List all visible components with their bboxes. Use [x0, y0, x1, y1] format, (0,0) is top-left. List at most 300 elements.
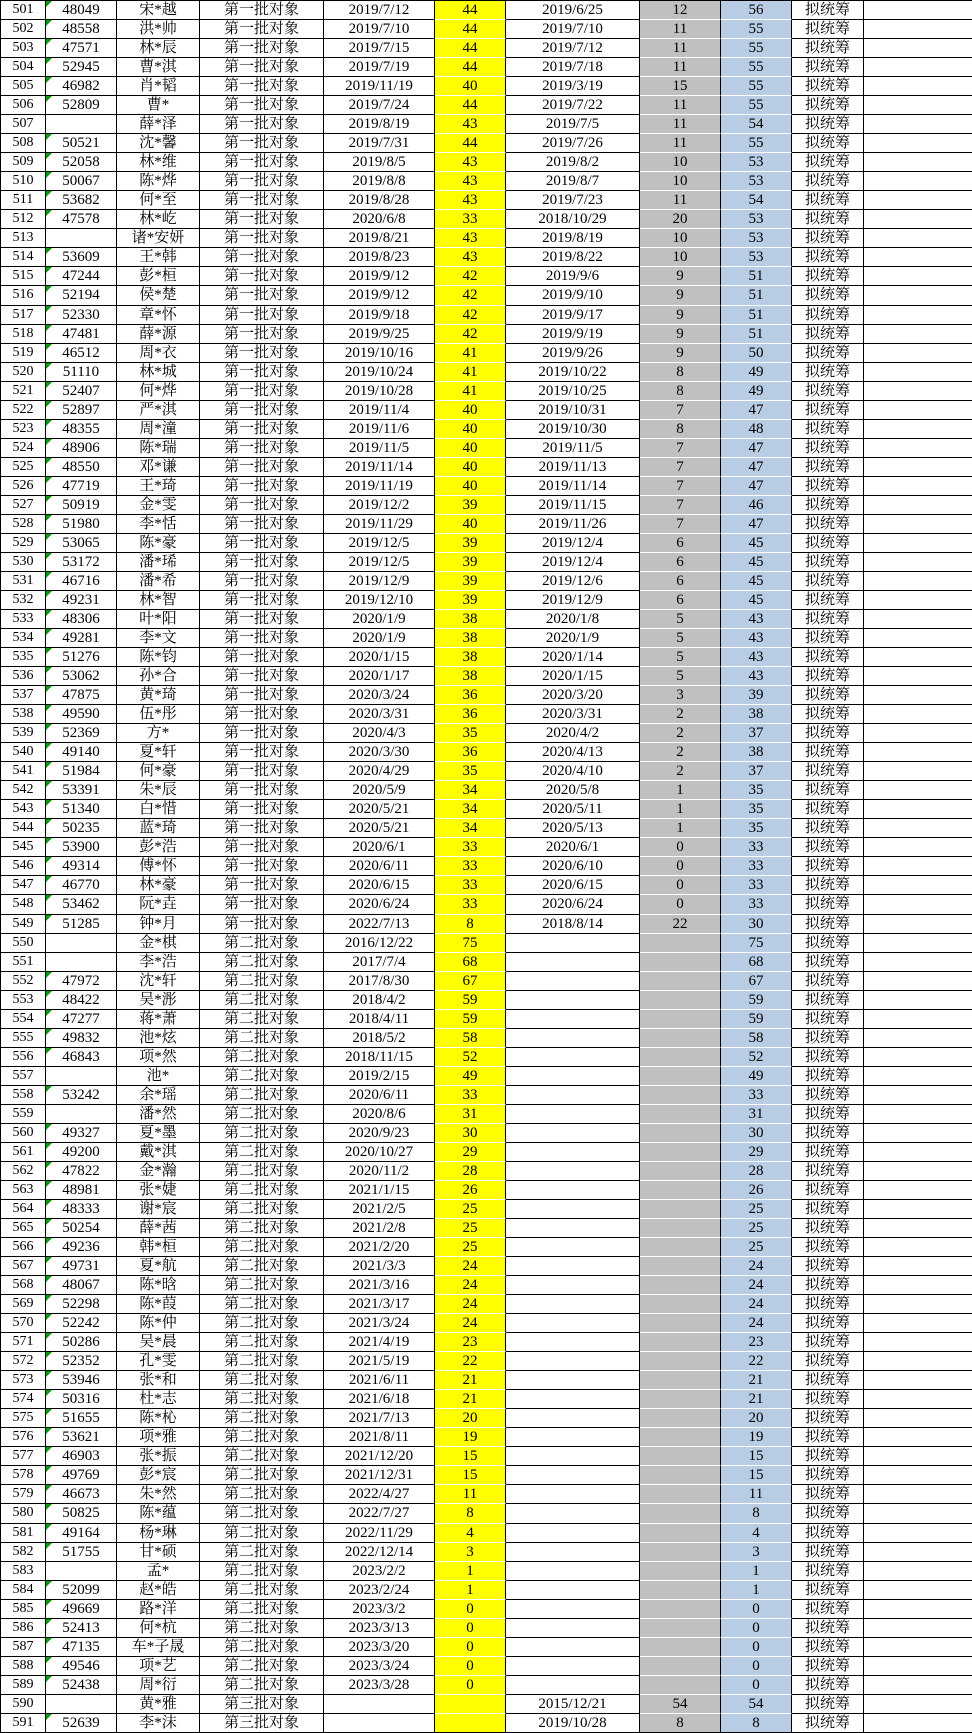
cell-blank[interactable]: [864, 1714, 972, 1733]
cell-total-blue[interactable]: [721, 210, 792, 229]
cell-second-date[interactable]: [506, 1181, 640, 1200]
cell-total-blue[interactable]: [721, 1562, 792, 1581]
cell-second-date[interactable]: [506, 1124, 640, 1143]
cell-status[interactable]: [792, 477, 864, 496]
cell-batch[interactable]: [200, 1257, 324, 1276]
cell-enroll-date[interactable]: [324, 172, 435, 191]
cell-name[interactable]: [117, 1485, 200, 1504]
cell-score-yellow[interactable]: [435, 115, 506, 134]
cell-id[interactable]: [46, 1409, 117, 1428]
cell-blank[interactable]: [864, 496, 972, 515]
cell-score-yellow[interactable]: [435, 1181, 506, 1200]
cell-row-number[interactable]: [1, 1352, 46, 1371]
cell-total-blue[interactable]: [721, 1409, 792, 1428]
cell-batch[interactable]: [200, 1409, 324, 1428]
cell-batch[interactable]: [200, 1676, 324, 1695]
cell-batch[interactable]: [200, 439, 324, 458]
cell-blank[interactable]: [864, 1676, 972, 1695]
cell-score-yellow[interactable]: [435, 1067, 506, 1086]
cell-score-gray[interactable]: [640, 1010, 721, 1029]
cell-blank[interactable]: [864, 1371, 972, 1390]
cell-name[interactable]: [117, 248, 200, 267]
cell-id[interactable]: [46, 1219, 117, 1238]
cell-name[interactable]: [117, 876, 200, 895]
cell-score-gray[interactable]: [640, 648, 721, 667]
cell-enroll-date[interactable]: [324, 1314, 435, 1333]
cell-enroll-date[interactable]: [324, 819, 435, 838]
cell-second-date[interactable]: [506, 1219, 640, 1238]
cell-enroll-date[interactable]: [324, 1504, 435, 1523]
cell-total-blue[interactable]: [721, 1124, 792, 1143]
cell-enroll-date[interactable]: [324, 1581, 435, 1600]
cell-second-date[interactable]: [506, 1600, 640, 1619]
cell-id[interactable]: [46, 1428, 117, 1447]
cell-enroll-date[interactable]: [324, 1466, 435, 1485]
cell-enroll-date[interactable]: [324, 762, 435, 781]
cell-total-blue[interactable]: [721, 58, 792, 77]
cell-row-number[interactable]: [1, 77, 46, 96]
cell-status[interactable]: [792, 439, 864, 458]
cell-enroll-date[interactable]: [324, 972, 435, 991]
cell-score-gray[interactable]: [640, 1200, 721, 1219]
cell-score-yellow[interactable]: [435, 1, 506, 20]
cell-id[interactable]: [46, 1067, 117, 1086]
cell-id[interactable]: [46, 1695, 117, 1714]
cell-status[interactable]: [792, 1105, 864, 1124]
cell-enroll-date[interactable]: [324, 1714, 435, 1733]
cell-status[interactable]: [792, 1162, 864, 1181]
cell-status[interactable]: [792, 382, 864, 401]
cell-id[interactable]: [46, 210, 117, 229]
cell-score-gray[interactable]: [640, 895, 721, 914]
cell-row-number[interactable]: [1, 1466, 46, 1485]
cell-second-date[interactable]: [506, 210, 640, 229]
cell-total-blue[interactable]: [721, 1543, 792, 1562]
cell-enroll-date[interactable]: [324, 991, 435, 1010]
cell-name[interactable]: [117, 1409, 200, 1428]
cell-enroll-date[interactable]: [324, 1143, 435, 1162]
cell-score-gray[interactable]: [640, 972, 721, 991]
cell-enroll-date[interactable]: [324, 153, 435, 172]
cell-id[interactable]: [46, 648, 117, 667]
cell-batch[interactable]: [200, 134, 324, 153]
cell-score-yellow[interactable]: [435, 934, 506, 953]
cell-status[interactable]: [792, 496, 864, 515]
cell-enroll-date[interactable]: [324, 363, 435, 382]
cell-row-number[interactable]: [1, 1048, 46, 1067]
cell-name[interactable]: [117, 610, 200, 629]
cell-score-yellow[interactable]: [435, 1447, 506, 1466]
cell-status[interactable]: [792, 953, 864, 972]
cell-id[interactable]: [46, 1600, 117, 1619]
cell-batch[interactable]: [200, 96, 324, 115]
cell-total-blue[interactable]: [721, 1485, 792, 1504]
cell-score-yellow[interactable]: [435, 1371, 506, 1390]
cell-enroll-date[interactable]: [324, 705, 435, 724]
cell-score-gray[interactable]: [640, 153, 721, 172]
cell-id[interactable]: [46, 382, 117, 401]
cell-total-blue[interactable]: [721, 1466, 792, 1485]
cell-score-yellow[interactable]: [435, 1695, 506, 1714]
cell-enroll-date[interactable]: [324, 420, 435, 439]
cell-blank[interactable]: [864, 1200, 972, 1219]
cell-batch[interactable]: [200, 1048, 324, 1067]
cell-score-yellow[interactable]: [435, 838, 506, 857]
cell-batch[interactable]: [200, 1162, 324, 1181]
cell-status[interactable]: [792, 20, 864, 39]
cell-blank[interactable]: [864, 1485, 972, 1504]
cell-second-date[interactable]: [506, 1295, 640, 1314]
cell-second-date[interactable]: [506, 781, 640, 800]
cell-name[interactable]: [117, 20, 200, 39]
cell-status[interactable]: [792, 629, 864, 648]
cell-second-date[interactable]: [506, 1162, 640, 1181]
cell-score-gray[interactable]: [640, 1352, 721, 1371]
cell-total-blue[interactable]: [721, 610, 792, 629]
cell-name[interactable]: [117, 325, 200, 344]
cell-row-number[interactable]: [1, 172, 46, 191]
cell-total-blue[interactable]: [721, 39, 792, 58]
cell-blank[interactable]: [864, 515, 972, 534]
cell-id[interactable]: [46, 1124, 117, 1143]
cell-row-number[interactable]: [1, 1257, 46, 1276]
cell-second-date[interactable]: [506, 1638, 640, 1657]
cell-name[interactable]: [117, 934, 200, 953]
cell-second-date[interactable]: [506, 1390, 640, 1409]
cell-enroll-date[interactable]: [324, 1238, 435, 1257]
cell-enroll-date[interactable]: [324, 248, 435, 267]
cell-score-gray[interactable]: [640, 1257, 721, 1276]
cell-name[interactable]: [117, 1619, 200, 1638]
cell-status[interactable]: [792, 1314, 864, 1333]
cell-total-blue[interactable]: [721, 306, 792, 325]
cell-total-blue[interactable]: [721, 705, 792, 724]
cell-blank[interactable]: [864, 325, 972, 344]
cell-id[interactable]: [46, 953, 117, 972]
cell-batch[interactable]: [200, 781, 324, 800]
cell-name[interactable]: [117, 344, 200, 363]
cell-score-yellow[interactable]: [435, 153, 506, 172]
cell-name[interactable]: [117, 991, 200, 1010]
cell-second-date[interactable]: [506, 1543, 640, 1562]
cell-score-gray[interactable]: [640, 401, 721, 420]
cell-score-gray[interactable]: [640, 306, 721, 325]
cell-second-date[interactable]: [506, 1485, 640, 1504]
cell-enroll-date[interactable]: [324, 876, 435, 895]
cell-total-blue[interactable]: [721, 1, 792, 20]
cell-second-date[interactable]: [506, 819, 640, 838]
cell-enroll-date[interactable]: [324, 534, 435, 553]
cell-enroll-date[interactable]: [324, 1124, 435, 1143]
cell-total-blue[interactable]: [721, 401, 792, 420]
cell-score-gray[interactable]: [640, 134, 721, 153]
cell-id[interactable]: [46, 477, 117, 496]
cell-name[interactable]: [117, 1428, 200, 1447]
cell-score-gray[interactable]: [640, 1048, 721, 1067]
cell-score-gray[interactable]: [640, 667, 721, 686]
cell-second-date[interactable]: [506, 762, 640, 781]
cell-total-blue[interactable]: [721, 248, 792, 267]
cell-name[interactable]: [117, 420, 200, 439]
cell-id[interactable]: [46, 172, 117, 191]
cell-batch[interactable]: [200, 1638, 324, 1657]
cell-score-yellow[interactable]: [435, 724, 506, 743]
cell-status[interactable]: [792, 286, 864, 305]
cell-batch[interactable]: [200, 191, 324, 210]
cell-total-blue[interactable]: [721, 1200, 792, 1219]
cell-enroll-date[interactable]: [324, 325, 435, 344]
cell-batch[interactable]: [200, 762, 324, 781]
cell-batch[interactable]: [200, 972, 324, 991]
cell-row-number[interactable]: [1, 1029, 46, 1048]
cell-row-number[interactable]: [1, 915, 46, 934]
cell-score-yellow[interactable]: [435, 743, 506, 762]
cell-blank[interactable]: [864, 439, 972, 458]
cell-row-number[interactable]: [1, 191, 46, 210]
cell-blank[interactable]: [864, 286, 972, 305]
cell-status[interactable]: [792, 972, 864, 991]
cell-score-gray[interactable]: [640, 800, 721, 819]
cell-second-date[interactable]: [506, 857, 640, 876]
cell-score-gray[interactable]: [640, 1714, 721, 1733]
cell-batch[interactable]: [200, 1238, 324, 1257]
cell-id[interactable]: [46, 800, 117, 819]
cell-score-gray[interactable]: [640, 382, 721, 401]
cell-score-gray[interactable]: [640, 724, 721, 743]
cell-status[interactable]: [792, 1428, 864, 1447]
cell-row-number[interactable]: [1, 1695, 46, 1714]
cell-second-date[interactable]: [506, 1048, 640, 1067]
cell-name[interactable]: [117, 1067, 200, 1086]
cell-name[interactable]: [117, 572, 200, 591]
cell-blank[interactable]: [864, 724, 972, 743]
cell-enroll-date[interactable]: [324, 572, 435, 591]
cell-enroll-date[interactable]: [324, 1676, 435, 1695]
cell-name[interactable]: [117, 667, 200, 686]
cell-blank[interactable]: [864, 972, 972, 991]
cell-blank[interactable]: [864, 1543, 972, 1562]
cell-total-blue[interactable]: [721, 172, 792, 191]
cell-status[interactable]: [792, 229, 864, 248]
cell-score-yellow[interactable]: [435, 876, 506, 895]
cell-batch[interactable]: [200, 572, 324, 591]
cell-name[interactable]: [117, 77, 200, 96]
cell-status[interactable]: [792, 515, 864, 534]
cell-status[interactable]: [792, 1409, 864, 1428]
cell-score-yellow[interactable]: [435, 953, 506, 972]
cell-second-date[interactable]: [506, 248, 640, 267]
cell-id[interactable]: [46, 1200, 117, 1219]
cell-name[interactable]: [117, 648, 200, 667]
cell-row-number[interactable]: [1, 267, 46, 286]
cell-status[interactable]: [792, 991, 864, 1010]
cell-score-yellow[interactable]: [435, 382, 506, 401]
cell-total-blue[interactable]: [721, 1238, 792, 1257]
cell-id[interactable]: [46, 58, 117, 77]
cell-score-yellow[interactable]: [435, 610, 506, 629]
cell-row-number[interactable]: [1, 1200, 46, 1219]
cell-row-number[interactable]: [1, 20, 46, 39]
cell-id[interactable]: [46, 1086, 117, 1105]
cell-batch[interactable]: [200, 991, 324, 1010]
cell-total-blue[interactable]: [721, 1257, 792, 1276]
cell-total-blue[interactable]: [721, 477, 792, 496]
cell-blank[interactable]: [864, 39, 972, 58]
cell-score-gray[interactable]: [640, 953, 721, 972]
cell-row-number[interactable]: [1, 857, 46, 876]
cell-second-date[interactable]: [506, 115, 640, 134]
cell-id[interactable]: [46, 781, 117, 800]
cell-enroll-date[interactable]: [324, 1352, 435, 1371]
cell-second-date[interactable]: [506, 96, 640, 115]
cell-score-gray[interactable]: [640, 572, 721, 591]
cell-name[interactable]: [117, 1200, 200, 1219]
cell-score-yellow[interactable]: [435, 1105, 506, 1124]
cell-score-gray[interactable]: [640, 1371, 721, 1390]
cell-status[interactable]: [792, 1390, 864, 1409]
cell-batch[interactable]: [200, 515, 324, 534]
cell-row-number[interactable]: [1, 1010, 46, 1029]
cell-status[interactable]: [792, 1485, 864, 1504]
cell-name[interactable]: [117, 115, 200, 134]
cell-name[interactable]: [117, 1581, 200, 1600]
cell-score-gray[interactable]: [640, 857, 721, 876]
cell-batch[interactable]: [200, 648, 324, 667]
cell-score-yellow[interactable]: [435, 915, 506, 934]
cell-score-gray[interactable]: [640, 743, 721, 762]
cell-second-date[interactable]: [506, 1428, 640, 1447]
cell-enroll-date[interactable]: [324, 686, 435, 705]
cell-second-date[interactable]: [506, 1619, 640, 1638]
cell-total-blue[interactable]: [721, 1714, 792, 1733]
cell-name[interactable]: [117, 1714, 200, 1733]
cell-row-number[interactable]: [1, 1276, 46, 1295]
cell-enroll-date[interactable]: [324, 20, 435, 39]
cell-status[interactable]: [792, 1, 864, 20]
cell-batch[interactable]: [200, 1390, 324, 1409]
cell-row-number[interactable]: [1, 1524, 46, 1543]
cell-score-gray[interactable]: [640, 248, 721, 267]
cell-id[interactable]: [46, 705, 117, 724]
cell-id[interactable]: [46, 972, 117, 991]
cell-enroll-date[interactable]: [324, 515, 435, 534]
cell-score-gray[interactable]: [640, 477, 721, 496]
cell-blank[interactable]: [864, 1048, 972, 1067]
cell-status[interactable]: [792, 153, 864, 172]
cell-status[interactable]: [792, 876, 864, 895]
cell-blank[interactable]: [864, 96, 972, 115]
cell-second-date[interactable]: [506, 610, 640, 629]
cell-name[interactable]: [117, 762, 200, 781]
cell-score-yellow[interactable]: [435, 1162, 506, 1181]
cell-id[interactable]: [46, 1466, 117, 1485]
cell-enroll-date[interactable]: [324, 553, 435, 572]
cell-total-blue[interactable]: [721, 1638, 792, 1657]
cell-total-blue[interactable]: [721, 1676, 792, 1695]
cell-name[interactable]: [117, 286, 200, 305]
cell-row-number[interactable]: [1, 420, 46, 439]
cell-blank[interactable]: [864, 1257, 972, 1276]
cell-total-blue[interactable]: [721, 1390, 792, 1409]
cell-score-yellow[interactable]: [435, 134, 506, 153]
cell-total-blue[interactable]: [721, 115, 792, 134]
cell-score-gray[interactable]: [640, 229, 721, 248]
cell-name[interactable]: [117, 1504, 200, 1523]
cell-batch[interactable]: [200, 686, 324, 705]
cell-name[interactable]: [117, 819, 200, 838]
cell-score-yellow[interactable]: [435, 1333, 506, 1352]
cell-enroll-date[interactable]: [324, 210, 435, 229]
cell-row-number[interactable]: [1, 1600, 46, 1619]
cell-id[interactable]: [46, 515, 117, 534]
cell-batch[interactable]: [200, 401, 324, 420]
cell-second-date[interactable]: [506, 1562, 640, 1581]
cell-blank[interactable]: [864, 1010, 972, 1029]
cell-score-gray[interactable]: [640, 77, 721, 96]
cell-batch[interactable]: [200, 1219, 324, 1238]
cell-second-date[interactable]: [506, 838, 640, 857]
cell-batch[interactable]: [200, 39, 324, 58]
cell-score-yellow[interactable]: [435, 306, 506, 325]
cell-score-gray[interactable]: [640, 838, 721, 857]
cell-id[interactable]: [46, 991, 117, 1010]
cell-id[interactable]: [46, 1524, 117, 1543]
cell-blank[interactable]: [864, 115, 972, 134]
cell-status[interactable]: [792, 1524, 864, 1543]
cell-second-date[interactable]: [506, 648, 640, 667]
cell-name[interactable]: [117, 1371, 200, 1390]
cell-total-blue[interactable]: [721, 800, 792, 819]
cell-row-number[interactable]: [1, 1543, 46, 1562]
cell-score-gray[interactable]: [640, 1638, 721, 1657]
cell-name[interactable]: [117, 439, 200, 458]
cell-second-date[interactable]: [506, 153, 640, 172]
cell-score-gray[interactable]: [640, 1181, 721, 1200]
cell-status[interactable]: [792, 191, 864, 210]
cell-score-gray[interactable]: [640, 629, 721, 648]
cell-row-number[interactable]: [1, 1295, 46, 1314]
cell-status[interactable]: [792, 1543, 864, 1562]
cell-id[interactable]: [46, 115, 117, 134]
cell-enroll-date[interactable]: [324, 458, 435, 477]
cell-row-number[interactable]: [1, 972, 46, 991]
cell-id[interactable]: [46, 1543, 117, 1562]
cell-total-blue[interactable]: [721, 534, 792, 553]
cell-total-blue[interactable]: [721, 1219, 792, 1238]
cell-status[interactable]: [792, 572, 864, 591]
cell-id[interactable]: [46, 915, 117, 934]
cell-second-date[interactable]: [506, 134, 640, 153]
cell-enroll-date[interactable]: [324, 401, 435, 420]
cell-blank[interactable]: [864, 553, 972, 572]
cell-name[interactable]: [117, 1010, 200, 1029]
cell-blank[interactable]: [864, 572, 972, 591]
cell-row-number[interactable]: [1, 762, 46, 781]
cell-total-blue[interactable]: [721, 953, 792, 972]
cell-batch[interactable]: [200, 1314, 324, 1333]
cell-name[interactable]: [117, 1695, 200, 1714]
cell-enroll-date[interactable]: [324, 838, 435, 857]
cell-status[interactable]: [792, 1010, 864, 1029]
cell-status[interactable]: [792, 1581, 864, 1600]
cell-status[interactable]: [792, 420, 864, 439]
cell-score-gray[interactable]: [640, 1409, 721, 1428]
cell-score-gray[interactable]: [640, 58, 721, 77]
cell-second-date[interactable]: [506, 705, 640, 724]
cell-row-number[interactable]: [1, 895, 46, 914]
cell-blank[interactable]: [864, 1, 972, 20]
cell-enroll-date[interactable]: [324, 1086, 435, 1105]
